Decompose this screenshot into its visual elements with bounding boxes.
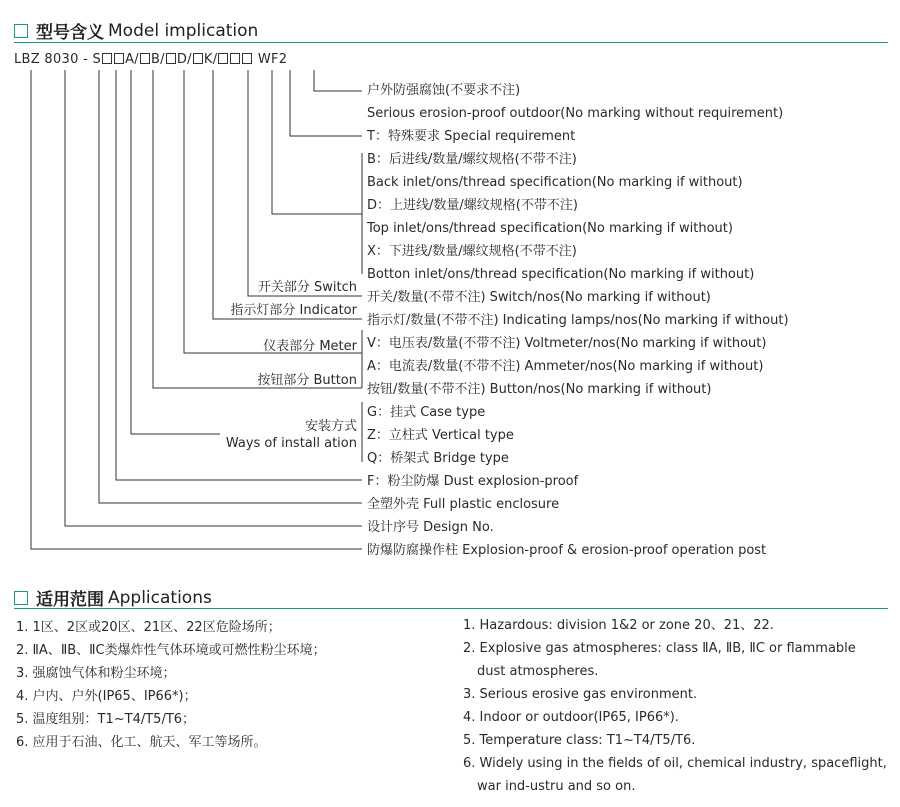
- group-label-install-cn: 安装方式: [304, 419, 357, 434]
- code-box: [218, 53, 228, 64]
- app-en-item: 2. Explosive gas atmospheres: class ⅡA, ⅡB, ⅡC or flammable: [463, 641, 856, 656]
- desc-line: A：电流表/数量(不带不注) Ammeter/nos(No marking if without): [367, 359, 764, 374]
- desc-line: G：挂式 Case type: [367, 405, 486, 420]
- app-en-item: 5. Temperature class: T1~T4/T5/T6.: [463, 733, 696, 748]
- desc-line: Z：立柱式 Vertical type: [367, 428, 514, 443]
- group-label-install-en: Ways of install ation: [225, 436, 357, 451]
- desc-line: 开关/数量(不带不注) Switch/nos(No marking if without): [367, 290, 711, 305]
- code-box: [230, 53, 240, 64]
- desc-line: T：特殊要求 Special requirement: [367, 129, 576, 144]
- model-code-wf: WF2: [257, 52, 288, 67]
- app-cn-item: 6. 应用于石油、化工、航天、军工等场所。: [16, 735, 267, 750]
- section-square-icon: [14, 591, 28, 605]
- applications-section-header: [14, 585, 212, 610]
- desc-line: 全塑外壳 Full plastic enclosure: [367, 497, 560, 512]
- model-section-divider: [14, 42, 888, 43]
- model-code: [14, 52, 287, 67]
- desc-line: Serious erosion-proof outdoor(No marking without requirement): [367, 106, 784, 121]
- desc-line: Top inlet/ons/thread specification(No marking if without): [367, 221, 733, 236]
- code-box: [242, 53, 252, 64]
- code-box: [193, 53, 203, 64]
- group-label-switch: 开关部分 Switch: [257, 280, 357, 295]
- app-en-item: war ind-ustru and so on.: [477, 779, 636, 794]
- app-cn-item: 2. ⅡA、ⅡB、ⅡC类爆炸性气体环境或可燃性粉尘环境；: [16, 643, 326, 658]
- applications-title-en: Applications: [108, 587, 212, 608]
- code-box: [114, 53, 124, 64]
- desc-line: Back inlet/ons/thread specification(No marking if without): [367, 175, 743, 190]
- app-cn-item: 5. 温度组别：T1~T4/T5/T6；: [16, 712, 196, 727]
- desc-line: 指示灯/数量(不带不注) Indicating lamps/nos(No marking if without): [367, 313, 789, 328]
- model-code-d: D/: [176, 52, 192, 67]
- desc-line: X：下进线/数量/螺纹规格(不带不注): [367, 244, 577, 259]
- app-en-item: 3. Serious erosive gas environment.: [463, 687, 698, 702]
- code-box: [166, 53, 176, 64]
- app-cn-item: 4. 户内、户外(IP65、IP66*)；: [16, 689, 197, 704]
- app-cn-item: 3. 强腐蚀气体和粉尘环境；: [16, 666, 176, 681]
- desc-line: B：后进线/数量/螺纹规格(不带不注): [367, 152, 577, 167]
- model-code-prefix: LBZ 8030 - S: [14, 52, 102, 67]
- app-en-item: 1. Hazardous: division 1&2 or zone 20、21、22.: [463, 618, 774, 633]
- desc-line: 防爆防腐操作柱 Explosion-proof & erosion-proof operation post: [367, 543, 767, 558]
- desc-line: 户外防强腐蚀(不要求不注): [367, 83, 521, 98]
- code-box: [102, 53, 112, 64]
- model-code-b: B/: [150, 52, 165, 67]
- desc-line: 设计序号 Design No.: [367, 520, 494, 535]
- desc-line: D：上进线/数量/螺纹规格(不带不注): [367, 198, 578, 213]
- model-section-header: [14, 18, 258, 43]
- section-square-icon: [14, 24, 28, 38]
- applications-title-cn: 适用范围: [36, 590, 104, 610]
- desc-line: Q：桥架式 Bridge type: [367, 451, 509, 466]
- desc-line: Botton inlet/ons/thread specification(No marking if without): [367, 267, 755, 282]
- app-en-item: dust atmospheres.: [477, 664, 599, 679]
- applications-section-divider: [14, 608, 888, 609]
- app-en-item: 4. Indoor or outdoor(IP65, IP66*).: [463, 710, 679, 725]
- model-title-cn: 型号含义: [36, 23, 104, 43]
- desc-line: V：电压表/数量(不带不注) Voltmeter/nos(No marking if without): [367, 336, 767, 351]
- model-title-en: Model implication: [108, 20, 259, 41]
- group-label-button: 按钮部分 Button: [257, 373, 357, 388]
- app-cn-item: 1. 1区、2区或20区、21区、22区危险场所；: [16, 620, 281, 635]
- desc-line: 按钮/数量(不带不注) Button/nos(No marking if without): [367, 382, 712, 397]
- model-code-a: A/: [125, 52, 139, 67]
- app-en-item: 6. Widely using in the fields of oil, chemical industry, spaceflight,: [463, 756, 887, 771]
- desc-line: F：粉尘防爆 Dust explosion-proof: [367, 474, 579, 489]
- group-label-indicator: 指示灯部分 Indicator: [230, 303, 357, 318]
- code-box: [140, 53, 150, 64]
- model-code-k: K/: [203, 52, 218, 67]
- group-label-meter: 仪表部分 Meter: [263, 339, 357, 354]
